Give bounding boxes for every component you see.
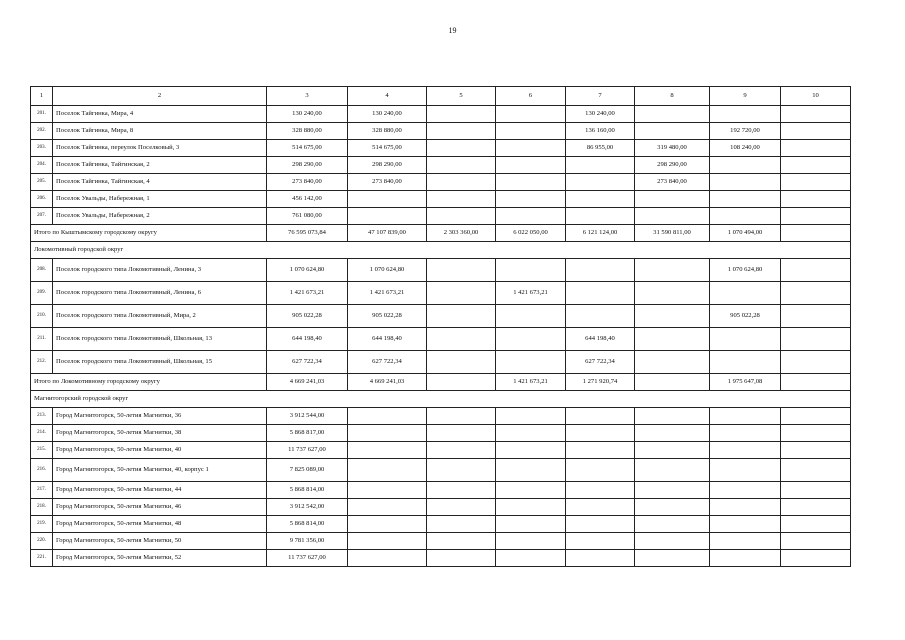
- address-cell: Поселок городского типа Локомотивный, Ленина, 6: [53, 282, 267, 305]
- row-number: 203.: [31, 140, 53, 157]
- value-cell: [566, 282, 635, 305]
- column-header: 3: [267, 87, 348, 106]
- value-cell: [781, 305, 851, 328]
- value-cell: [496, 157, 566, 174]
- value-cell: [496, 550, 566, 567]
- value-cell: [566, 442, 635, 459]
- value-cell: [566, 482, 635, 499]
- value-cell: [427, 516, 496, 533]
- table-row: [31, 482, 851, 499]
- value-cell: 905 022,28: [267, 305, 348, 328]
- total-row: [31, 374, 851, 391]
- column-header: 7: [566, 87, 635, 106]
- table-row: [31, 157, 851, 174]
- page-number: 19: [448, 26, 457, 35]
- value-cell: 761 080,00: [267, 208, 348, 225]
- value-cell: [710, 408, 781, 425]
- address-cell: Поселок Тайгинка, Тайгинская, 4: [53, 174, 267, 191]
- value-cell: [427, 208, 496, 225]
- value-cell: [427, 459, 496, 482]
- address-cell: Поселок Тайгинка, Тайгинская, 2: [53, 157, 267, 174]
- value-cell: 1 070 624,80: [710, 259, 781, 282]
- value-cell: [496, 516, 566, 533]
- column-header: 2: [53, 87, 267, 106]
- total-label: Итого по Кыштымскому городскому округу: [31, 225, 267, 242]
- value-cell: [710, 459, 781, 482]
- value-cell: [781, 123, 851, 140]
- value-cell: [710, 351, 781, 374]
- total-value: [427, 374, 496, 391]
- value-cell: 5 868 817,00: [267, 425, 348, 442]
- section-title: Локомотивный городской округ: [31, 242, 851, 259]
- row-number: 201.: [31, 106, 53, 123]
- value-cell: 11 737 627,00: [267, 550, 348, 567]
- address-cell: Город Магнитогорск, 50-летия Магнитки, 52: [53, 550, 267, 567]
- column-header: 1: [31, 87, 53, 106]
- table-row: [31, 328, 851, 351]
- address-cell: Город Магнитогорск, 50-летия Магнитки, 48: [53, 516, 267, 533]
- value-cell: [566, 533, 635, 550]
- value-cell: [348, 459, 427, 482]
- address-cell: Город Магнитогорск, 50-летия Магнитки, 40: [53, 442, 267, 459]
- value-cell: [496, 459, 566, 482]
- value-cell: 319 480,00: [635, 140, 710, 157]
- table-row: [31, 550, 851, 567]
- section-row: [31, 242, 851, 259]
- value-cell: [635, 482, 710, 499]
- value-cell: [427, 550, 496, 567]
- value-cell: [348, 442, 427, 459]
- value-cell: [566, 459, 635, 482]
- value-cell: [710, 282, 781, 305]
- value-cell: [781, 425, 851, 442]
- address-cell: Город Магнитогорск, 50-летия Магнитки, 40, корпус 1: [53, 459, 267, 482]
- value-cell: [566, 408, 635, 425]
- value-cell: [566, 259, 635, 282]
- value-cell: [427, 442, 496, 459]
- table-row: [31, 499, 851, 516]
- value-cell: [781, 408, 851, 425]
- value-cell: 5 868 814,00: [267, 516, 348, 533]
- value-cell: [427, 305, 496, 328]
- row-number: 213.: [31, 408, 53, 425]
- total-value: 31 590 811,00: [635, 225, 710, 242]
- total-value: 76 595 073,84: [267, 225, 348, 242]
- table-row: [31, 282, 851, 305]
- value-cell: 7 825 089,00: [267, 459, 348, 482]
- row-number: 211.: [31, 328, 53, 351]
- value-cell: 1 070 624,80: [348, 259, 427, 282]
- value-cell: 130 240,00: [267, 106, 348, 123]
- value-cell: [710, 482, 781, 499]
- value-cell: 1 421 673,21: [267, 282, 348, 305]
- value-cell: [710, 106, 781, 123]
- value-cell: [781, 208, 851, 225]
- value-cell: [781, 550, 851, 567]
- row-number: 221.: [31, 550, 53, 567]
- value-cell: 905 022,28: [710, 305, 781, 328]
- column-header: 8: [635, 87, 710, 106]
- value-cell: [635, 191, 710, 208]
- row-number: 205.: [31, 174, 53, 191]
- table-row: [31, 516, 851, 533]
- row-number: 215.: [31, 442, 53, 459]
- value-cell: 1 070 624,80: [267, 259, 348, 282]
- value-cell: 298 290,00: [635, 157, 710, 174]
- address-cell: Город Магнитогорск, 50-летия Магнитки, 36: [53, 408, 267, 425]
- table-row: [31, 425, 851, 442]
- value-cell: 9 781 356,00: [267, 533, 348, 550]
- value-cell: [635, 123, 710, 140]
- total-value: 4 669 241,03: [267, 374, 348, 391]
- value-cell: [781, 259, 851, 282]
- value-cell: [496, 351, 566, 374]
- value-cell: 108 240,00: [710, 140, 781, 157]
- value-cell: [781, 282, 851, 305]
- value-cell: [427, 425, 496, 442]
- address-cell: Поселок Тайгинка, переулок Поселковый, 3: [53, 140, 267, 157]
- value-cell: [781, 442, 851, 459]
- total-value: 2 303 360,00: [427, 225, 496, 242]
- total-value: 1 421 673,21: [496, 374, 566, 391]
- total-value: 6 121 124,00: [566, 225, 635, 242]
- value-cell: [566, 516, 635, 533]
- value-cell: 644 198,40: [267, 328, 348, 351]
- value-cell: [427, 533, 496, 550]
- value-cell: 11 737 627,00: [267, 442, 348, 459]
- value-cell: 905 022,28: [348, 305, 427, 328]
- value-cell: [496, 106, 566, 123]
- table-row: [31, 140, 851, 157]
- value-cell: [496, 140, 566, 157]
- address-cell: Город Магнитогорск, 50-летия Магнитки, 50: [53, 533, 267, 550]
- value-cell: [427, 499, 496, 516]
- address-cell: Поселок Увальды, Набережная, 2: [53, 208, 267, 225]
- value-cell: [566, 305, 635, 328]
- value-cell: [566, 157, 635, 174]
- value-cell: [566, 174, 635, 191]
- value-cell: 627 722,34: [267, 351, 348, 374]
- value-cell: [427, 328, 496, 351]
- data-table: [30, 86, 851, 567]
- address-cell: Поселок Тайгинка, Мира, 8: [53, 123, 267, 140]
- value-cell: [427, 123, 496, 140]
- address-cell: Поселок Увальды, Набережная, 1: [53, 191, 267, 208]
- value-cell: [781, 516, 851, 533]
- total-value: 4 669 241,03: [348, 374, 427, 391]
- value-cell: [635, 259, 710, 282]
- column-header: 4: [348, 87, 427, 106]
- value-cell: [566, 208, 635, 225]
- value-cell: [710, 516, 781, 533]
- row-number: 214.: [31, 425, 53, 442]
- column-header: 9: [710, 87, 781, 106]
- total-value: [781, 225, 851, 242]
- value-cell: 273 840,00: [348, 174, 427, 191]
- value-cell: [710, 328, 781, 351]
- value-cell: [635, 282, 710, 305]
- value-cell: 514 675,00: [348, 140, 427, 157]
- value-cell: [496, 208, 566, 225]
- total-value: 1 271 920,74: [566, 374, 635, 391]
- value-cell: [348, 408, 427, 425]
- value-cell: [496, 533, 566, 550]
- value-cell: 644 198,40: [566, 328, 635, 351]
- value-cell: [635, 533, 710, 550]
- total-value: 1 975 647,08: [710, 374, 781, 391]
- value-cell: 627 722,34: [348, 351, 427, 374]
- value-cell: [781, 140, 851, 157]
- value-cell: [427, 140, 496, 157]
- value-cell: [781, 482, 851, 499]
- value-cell: 644 198,40: [348, 328, 427, 351]
- section-row: [31, 391, 851, 408]
- value-cell: [348, 208, 427, 225]
- value-cell: [427, 282, 496, 305]
- address-cell: Поселок городского типа Локомотивный, Мира, 2: [53, 305, 267, 328]
- table-row: [31, 442, 851, 459]
- row-number: 209.: [31, 282, 53, 305]
- value-cell: [635, 499, 710, 516]
- value-cell: [496, 259, 566, 282]
- table-row: [31, 208, 851, 225]
- value-cell: [496, 123, 566, 140]
- value-cell: [781, 499, 851, 516]
- value-cell: [710, 499, 781, 516]
- address-cell: Город Магнитогорск, 50-летия Магнитки, 38: [53, 425, 267, 442]
- value-cell: 298 290,00: [348, 157, 427, 174]
- address-cell: Город Магнитогорск, 50-летия Магнитки, 46: [53, 499, 267, 516]
- total-row: [31, 225, 851, 242]
- value-cell: [427, 191, 496, 208]
- value-cell: [348, 425, 427, 442]
- value-cell: [635, 106, 710, 123]
- value-cell: 192 720,00: [710, 123, 781, 140]
- row-number: 207.: [31, 208, 53, 225]
- column-header: 5: [427, 87, 496, 106]
- row-number: 220.: [31, 533, 53, 550]
- value-cell: [348, 516, 427, 533]
- value-cell: [496, 499, 566, 516]
- value-cell: 456 142,00: [267, 191, 348, 208]
- value-cell: [496, 328, 566, 351]
- table-row: [31, 408, 851, 425]
- table-row: [31, 106, 851, 123]
- value-cell: [710, 157, 781, 174]
- value-cell: [496, 305, 566, 328]
- value-cell: [781, 191, 851, 208]
- value-cell: [635, 459, 710, 482]
- value-cell: [566, 499, 635, 516]
- total-value: [635, 374, 710, 391]
- value-cell: 273 840,00: [267, 174, 348, 191]
- value-cell: [348, 550, 427, 567]
- address-cell: Город Магнитогорск, 50-летия Магнитки, 44: [53, 482, 267, 499]
- row-number: 208.: [31, 259, 53, 282]
- value-cell: [635, 208, 710, 225]
- value-cell: 5 868 814,00: [267, 482, 348, 499]
- value-cell: 273 840,00: [635, 174, 710, 191]
- value-cell: 328 880,00: [348, 123, 427, 140]
- row-number: 217.: [31, 482, 53, 499]
- value-cell: 514 675,00: [267, 140, 348, 157]
- value-cell: [427, 259, 496, 282]
- total-label: Итого по Локомотивному городскому округу: [31, 374, 267, 391]
- value-cell: [781, 174, 851, 191]
- value-cell: 130 240,00: [566, 106, 635, 123]
- value-cell: [710, 533, 781, 550]
- value-cell: [635, 442, 710, 459]
- value-cell: [781, 106, 851, 123]
- value-cell: [348, 482, 427, 499]
- value-cell: [496, 425, 566, 442]
- table-row: [31, 305, 851, 328]
- value-cell: [496, 442, 566, 459]
- value-cell: 136 160,00: [566, 123, 635, 140]
- value-cell: [710, 208, 781, 225]
- row-number: 219.: [31, 516, 53, 533]
- value-cell: [781, 459, 851, 482]
- value-cell: [635, 516, 710, 533]
- value-cell: [635, 328, 710, 351]
- value-cell: [635, 550, 710, 567]
- value-cell: 1 421 673,21: [496, 282, 566, 305]
- value-cell: 1 421 673,21: [348, 282, 427, 305]
- value-cell: 3 912 542,00: [267, 499, 348, 516]
- value-cell: [781, 328, 851, 351]
- header-row: [31, 87, 851, 106]
- value-cell: 627 722,34: [566, 351, 635, 374]
- value-cell: [635, 425, 710, 442]
- address-cell: Поселок городского типа Локомотивный, Школьная, 15: [53, 351, 267, 374]
- value-cell: [427, 174, 496, 191]
- value-cell: [348, 499, 427, 516]
- section-title: Магнитогорский городской округ: [31, 391, 851, 408]
- value-cell: [781, 351, 851, 374]
- value-cell: [635, 408, 710, 425]
- row-number: 210.: [31, 305, 53, 328]
- row-number: 206.: [31, 191, 53, 208]
- value-cell: [781, 157, 851, 174]
- value-cell: [496, 482, 566, 499]
- value-cell: [566, 191, 635, 208]
- value-cell: [427, 482, 496, 499]
- value-cell: [427, 408, 496, 425]
- table-row: [31, 123, 851, 140]
- value-cell: 3 912 544,00: [267, 408, 348, 425]
- value-cell: [566, 550, 635, 567]
- value-cell: [348, 533, 427, 550]
- value-cell: [496, 174, 566, 191]
- value-cell: [427, 106, 496, 123]
- table-row: [31, 459, 851, 482]
- table-row: [31, 533, 851, 550]
- value-cell: [710, 550, 781, 567]
- value-cell: 86 955,00: [566, 140, 635, 157]
- value-cell: 328 880,00: [267, 123, 348, 140]
- column-header: 10: [781, 87, 851, 106]
- table-row: [31, 174, 851, 191]
- value-cell: 298 290,00: [267, 157, 348, 174]
- table-row: [31, 191, 851, 208]
- total-value: 47 107 839,00: [348, 225, 427, 242]
- value-cell: [710, 425, 781, 442]
- value-cell: [635, 351, 710, 374]
- value-cell: [781, 533, 851, 550]
- value-cell: [348, 191, 427, 208]
- value-cell: [566, 425, 635, 442]
- value-cell: [496, 191, 566, 208]
- table-row: [31, 259, 851, 282]
- value-cell: [710, 442, 781, 459]
- value-cell: [427, 157, 496, 174]
- value-cell: [710, 174, 781, 191]
- address-cell: Поселок городского типа Локомотивный, Школьная, 13: [53, 328, 267, 351]
- value-cell: [710, 191, 781, 208]
- row-number: 202.: [31, 123, 53, 140]
- row-number: 212.: [31, 351, 53, 374]
- value-cell: [496, 408, 566, 425]
- row-number: 204.: [31, 157, 53, 174]
- total-value: [781, 374, 851, 391]
- value-cell: 130 240,00: [348, 106, 427, 123]
- row-number: 218.: [31, 499, 53, 516]
- value-cell: [427, 351, 496, 374]
- table-body: [31, 87, 851, 567]
- column-header: 6: [496, 87, 566, 106]
- address-cell: Поселок городского типа Локомотивный, Ленина, 3: [53, 259, 267, 282]
- table-row: [31, 351, 851, 374]
- value-cell: [635, 305, 710, 328]
- total-value: 6 022 050,00: [496, 225, 566, 242]
- total-value: 1 070 494,00: [710, 225, 781, 242]
- address-cell: Поселок Тайгинка, Мира, 4: [53, 106, 267, 123]
- row-number: 216.: [31, 459, 53, 482]
